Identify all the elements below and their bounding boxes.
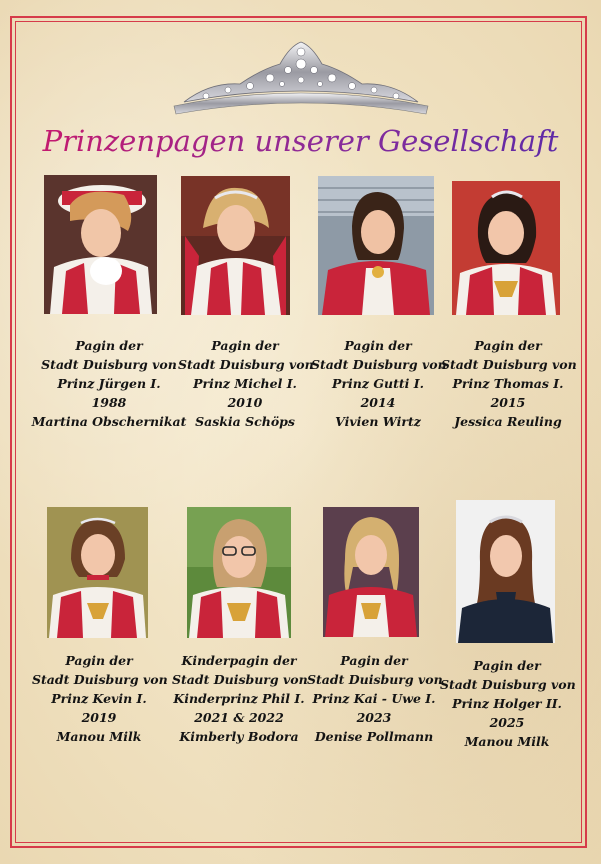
caption-person-name: Vivien Wirtz <box>335 414 421 429</box>
caption-city: Stadt Duisburg von <box>440 677 576 692</box>
portrait-photo-8 <box>456 500 555 643</box>
caption-year: 2014 <box>360 395 396 410</box>
caption-6 <box>172 651 306 746</box>
caption-person-name: Martina Obschernikat <box>31 414 187 429</box>
caption-7 <box>307 651 441 746</box>
caption-5 <box>32 651 166 746</box>
caption-year: 2025 <box>489 715 525 730</box>
caption-role: Pagin der <box>340 653 408 668</box>
caption-year: 2023 <box>356 710 392 725</box>
caption-8 <box>440 656 574 751</box>
caption-year: 1988 <box>91 395 127 410</box>
caption-person-name: Kimberly Bodora <box>179 729 299 744</box>
caption-year: 2021 & 2022 <box>194 710 284 725</box>
caption-1 <box>25 336 193 431</box>
portrait-photo-2 <box>181 176 290 315</box>
caption-city: Stadt Duisburg von <box>307 672 443 687</box>
portrait-photo-7 <box>323 507 419 637</box>
caption-role: Pagin der <box>211 338 279 353</box>
caption-person-name: Manou Milk <box>56 729 142 744</box>
caption-city: Stadt Duisburg von <box>441 357 577 372</box>
caption-prince: Kinderprinz Phil I. <box>173 691 305 706</box>
portrait-photo-5 <box>47 507 148 638</box>
portrait-photo-1 <box>44 175 157 314</box>
caption-person-name: Denise Pollmann <box>314 729 434 744</box>
caption-prince: Prinz Thomas I. <box>452 376 564 391</box>
caption-role: Pagin der <box>473 658 541 673</box>
caption-city: Stadt Duisburg von <box>172 672 308 687</box>
caption-prince: Prinz Holger II. <box>452 696 562 711</box>
caption-person-name: Saskia Schöps <box>195 414 295 429</box>
caption-role: Pagin der <box>75 338 143 353</box>
caption-city: Stadt Duisburg von <box>178 357 314 372</box>
caption-year: 2019 <box>81 710 117 725</box>
caption-year: 2015 <box>490 395 526 410</box>
caption-4 <box>441 336 575 431</box>
portrait-photo-6 <box>187 507 291 638</box>
caption-role: Pagin der <box>474 338 542 353</box>
caption-person-name: Manou Milk <box>464 734 550 749</box>
caption-prince: Prinz Kevin I. <box>51 691 147 706</box>
caption-prince: Prinz Jürgen I. <box>57 376 161 391</box>
caption-person-name: Jessica Reuling <box>454 414 562 429</box>
page-title: Prinzenpagen unserer Gesellschaft <box>20 124 581 158</box>
portrait-photo-3 <box>318 176 434 315</box>
caption-city: Stadt Duisburg von <box>32 672 168 687</box>
caption-city: Stadt Duisburg von <box>311 357 447 372</box>
tiara-icon <box>170 40 432 118</box>
caption-role: Pagin der <box>344 338 412 353</box>
caption-role: Kinderpagin der <box>181 653 297 668</box>
caption-2 <box>178 336 312 431</box>
caption-prince: Prinz Kai - Uwe I. <box>312 691 436 706</box>
caption-role: Pagin der <box>65 653 133 668</box>
caption-city: Stadt Duisburg von <box>41 357 177 372</box>
caption-year: 2010 <box>227 395 263 410</box>
portrait-photo-4 <box>452 181 560 315</box>
caption-prince: Prinz Michel I. <box>193 376 297 391</box>
caption-prince: Prinz Gutti I. <box>332 376 424 391</box>
caption-3 <box>311 336 445 431</box>
